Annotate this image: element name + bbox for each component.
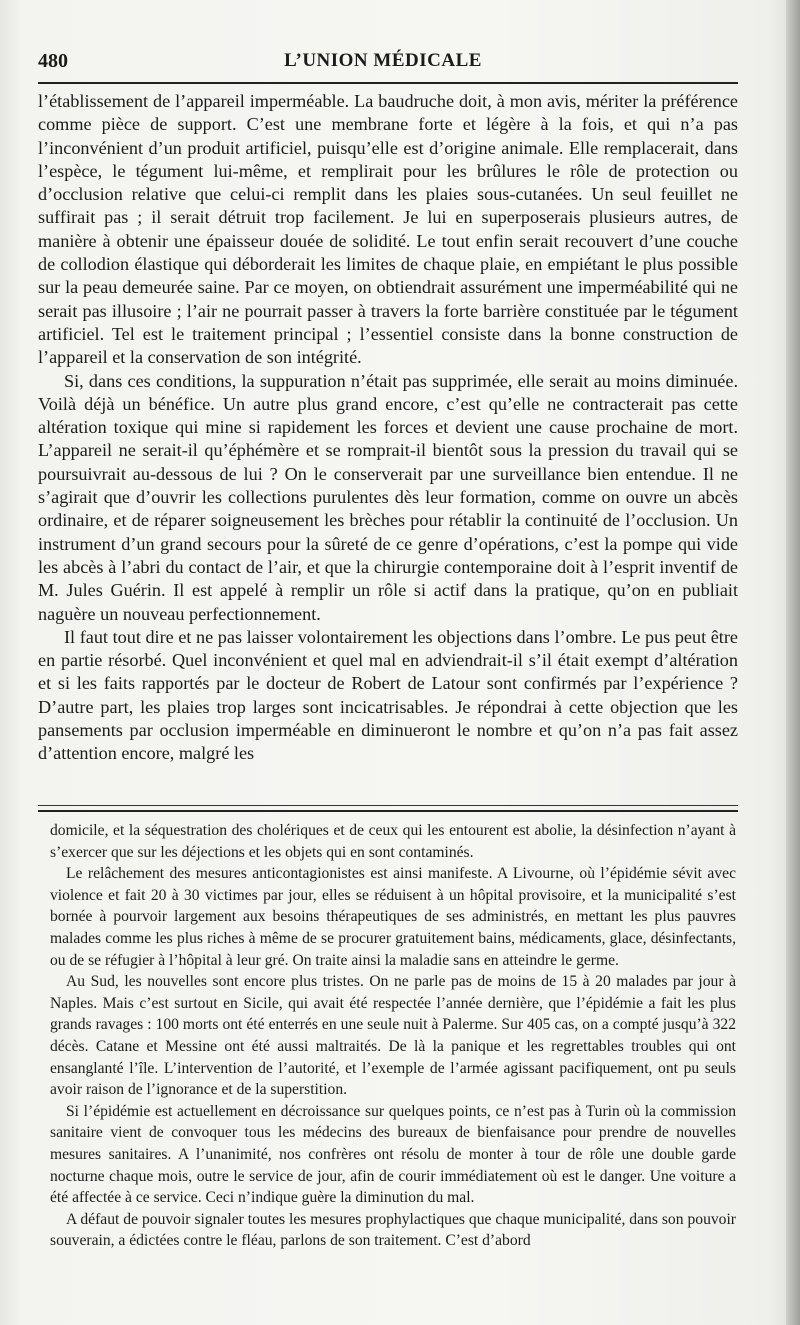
main-paragraph: Il faut tout dire et ne pas laisser volontairement les objections dans l’ombre. Le pus peut être en partie résorbé. Quel inconvénient et quel mal en adviendrait-il s’il était exempt d’altération et si les faits rapportés par le docteur de Robert de Latour sont confirmés par l’expérience ? D’autre part, les plaies trop larges sont incicatrisables. Je répondrai à cette objection que les pansements par occlusion imperméable en diminueront le nombre et qu’on n’a pas fait assez d’attention encore, malgré les: [38, 626, 738, 764]
book-spine-shadow: [786, 0, 800, 1325]
running-title: L’UNION MÉDICALE: [284, 50, 482, 71]
note-paragraph: domicile, et la séquestration des cholériques et de ceux qui les entourent est abolie, la désinfection n’ayant à s’exercer que sur les déjections et les objets qui en sont contaminés.: [50, 822, 736, 861]
page-number: 480: [38, 50, 68, 72]
lower-column: [50, 820, 736, 1252]
note-paragraph: Au Sud, les nouvelles sont encore plus tristes. On ne parle pas de moins de 15 à 20 malades par jour à Naples. Mais c’est surtout en Sicile, qui avait été respectée l’année dernière, que l’épidémie a fait les plus grands ravages : 100 morts ont été enterrés en une seule nuit à Palerme. Sur 405 cas, on a compté jusqu’à 322 décès. Catane et Messine ont été aussi maltraités. De là la panique et les regrettables troubles qui ont ensanglanté l’île. L’intervention de l’autorité, et l’exemple de l’armée agissant pacifiquement, ont pu seuls avoir raison de l’ignorance et de la superstition.: [50, 973, 736, 1099]
header-rule: [38, 82, 738, 84]
section-divider: [38, 805, 738, 812]
main-paragraph: Si, dans ces conditions, la suppuration n’était pas supprimée, elle serait au moins diminuée. Voilà déjà un bénéfice. Un autre plus grand encore, c’est qu’elle ne contracterait pas cette altération toxique qui mine si rapidement les forces et devient une cause prochaine de mort. L’appareil ne serait-il qu’éphémère et se romprait-il bientôt sous la pression du travail qui se poursuivrait au-dessous de lui ? On le conserverait par une surveillance bien entendue. Il ne s’agirait que d’ouvrir les collections purulentes dès leur formation, comme on ouvre un abcès ordinaire, et de réparer soigneusement les brèches pour rétablir la continuité de l’occlusion. Un instrument d’un grand secours pour la sûreté de ce genre d’opérations, c’est la pompe qui vide les abcès à l’abri du contact de l’air, et que la chirurgie contemporaine doit à l’esprit inventif de M. Jules Guérin. Il est appelé à remplir un rôle si actif dans la pratique, qu’on en publiait naguère un nouveau perfectionnement.: [38, 370, 738, 624]
page-header: [38, 48, 728, 78]
note-paragraph: Si l’épidémie est actuellement en décroissance sur quelques points, ce n’est pas à Turin où la commission sanitaire vient de convoquer tous les médecins des bureaux de bienfaisance pour prendre de nouvelles mesures sanitaires. A l’unanimité, nos confrères ont résolu de monter à tour de rôle une double garde nocturne chaque mois, outre le service de jour, afin de courir immédiatement où est le danger. Une voiture a été affectée à ce service. Ceci n’indique guère la diminution du mal.: [50, 1102, 736, 1207]
main-paragraph: l’établissement de l’appareil imperméable. La baudruche doit, à mon avis, mériter la préférence comme pièce de support. C’est une membrane forte et légère à la fois, et qui n’a pas l’inconvénient d’un produit artificiel, puisqu’elle est d’origine animale. Elle remplacerait, dans l’espèce, le tégument lui-même, et remplirait pour les brûlures le rôle de protection ou d’occlusion relative que celui-ci remplit dans les plaies sous-cutanées. Un seul feuillet ne suffirait pas ; il serait détruit trop facilement. Je lui en superposerais plusieurs autres, de manière à obtenir une épaisseur douée de solidité. Le tout enfin serait recouvert d’une couche de collodion élastique qui déborderait les limites de chaque plaie, en empiétant le plus possible sur la peau demeurée saine. Par ce moyen, on obtiendrait assurément une imperméabilité qui ne serait pas illusoire ; l’air ne pourrait passer à travers la forte barrière constituée par le tégument artificiel. Tel est le traitement principal ; l’essentiel consiste dans la bonne construction de l’appareil et la conservation de son intégrité.: [38, 91, 738, 368]
note-paragraph: Le relâchement des mesures anticontagionistes est ainsi manifeste. A Livourne, où l’épidémie sévit avec violence et fait 20 à 30 victimes par jour, elles se réduisent à un hôpital provisoire, et la municipalité s’est bornée à pourvoir largement aux besoins thérapeutiques de ses administrés, en mettant les plus pauvres malades comme les plus riches à même de se procurer gratuitement bains, médicaments, glace, désinfectants, ou de se réfugier à l’hôpital à leur gré. On traite ainsi la maladie sans en atteindre le germe.: [50, 865, 736, 969]
note-paragraph: A défaut de pouvoir signaler toutes les mesures prophylactiques que chaque municipalité, dans son pouvoir souverain, a édictées contre le fléau, parlons de son traitement. C’est d’abord: [50, 1210, 736, 1250]
main-article: [38, 90, 738, 766]
